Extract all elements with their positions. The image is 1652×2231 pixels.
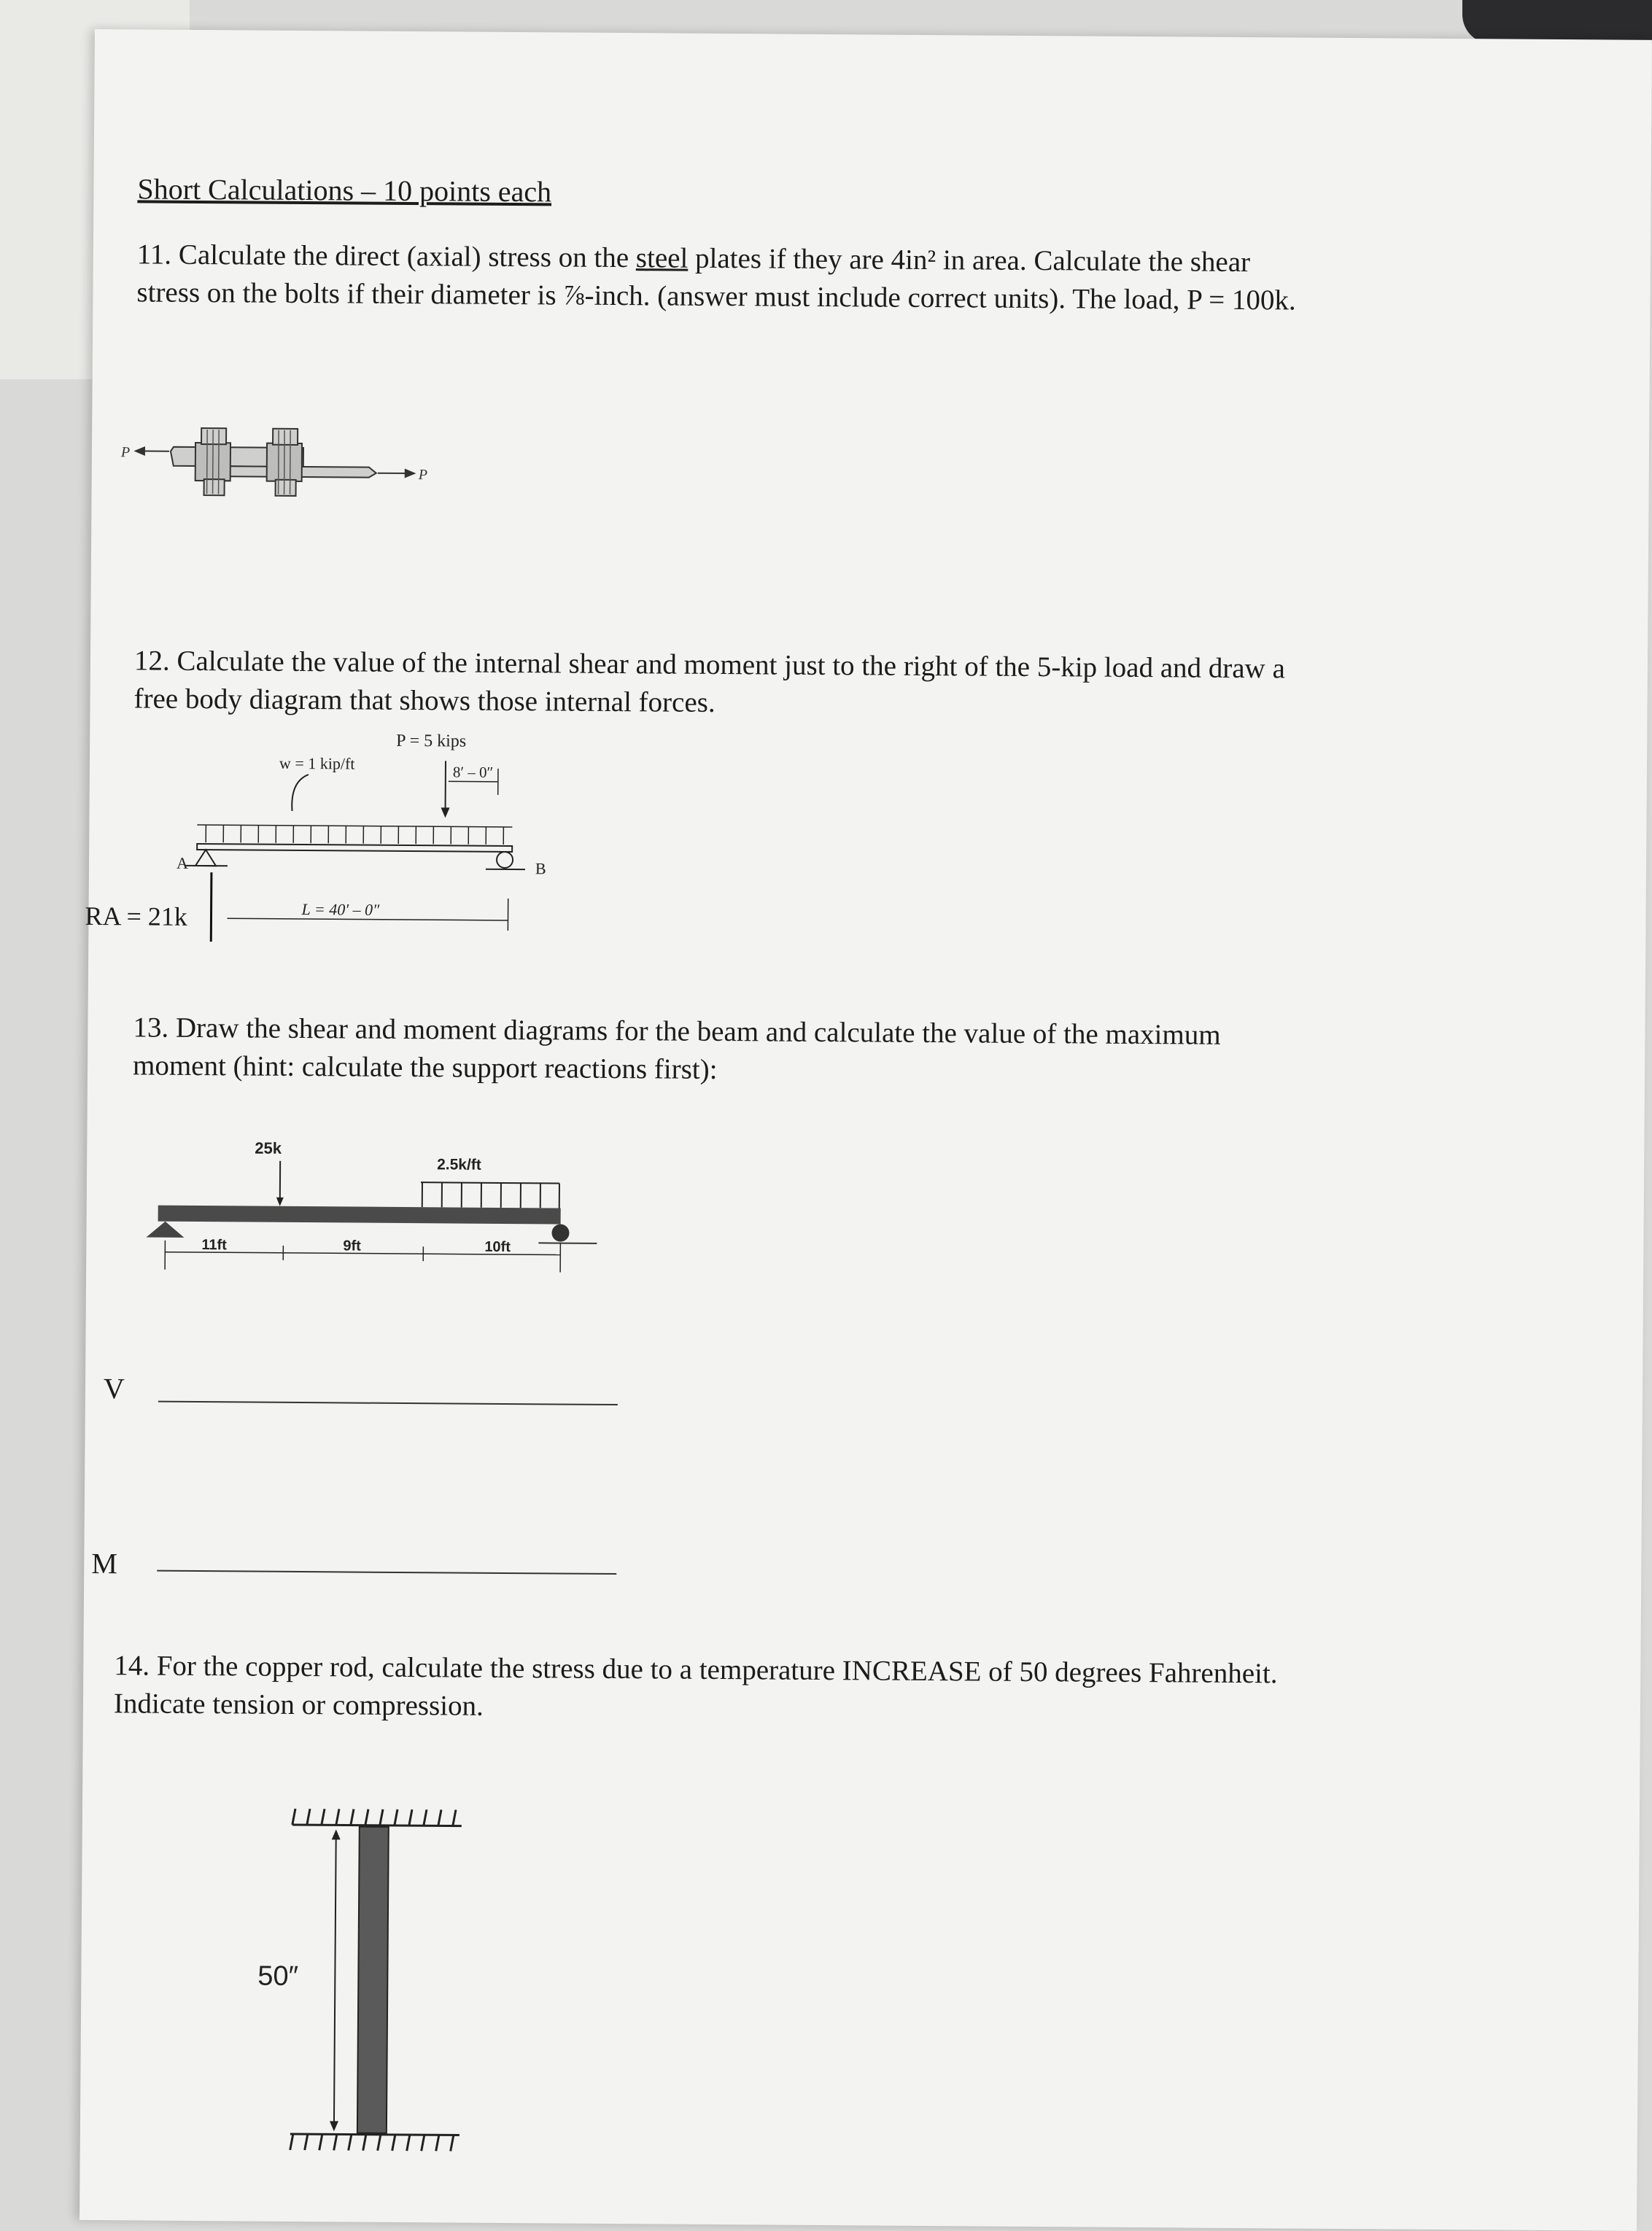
moment-baseline bbox=[157, 1570, 616, 1575]
bolt-head-1 bbox=[201, 428, 226, 444]
q12-pin-support bbox=[195, 850, 216, 866]
q14-figure bbox=[226, 1780, 492, 2162]
q11-left-load: P bbox=[120, 444, 130, 460]
q13-figure bbox=[130, 1123, 686, 1316]
q13-beam bbox=[158, 1206, 561, 1225]
q12-line1: 12. Calculate the value of the internal shear and moment just to the right of the 5-kip load and draw a bbox=[134, 642, 1285, 688]
q13-distributed-label: 2.5k/ft bbox=[437, 1156, 481, 1173]
q11-figure bbox=[128, 379, 538, 543]
desk-object bbox=[1462, 0, 1652, 44]
q12-beam bbox=[197, 844, 512, 852]
q14-top-fixture bbox=[292, 1809, 462, 1826]
q11-right-load: P bbox=[418, 467, 427, 483]
shear-label: V bbox=[104, 1371, 125, 1405]
copper-rod bbox=[357, 1827, 389, 2133]
q13-point-load-label: 25k bbox=[255, 1139, 282, 1157]
q12-support-b: B bbox=[535, 859, 546, 877]
q12-reaction-note: RA = 21k bbox=[85, 901, 187, 932]
q12-reaction-line bbox=[211, 872, 212, 942]
q12-point-load-label: P = 5 kips bbox=[396, 732, 466, 751]
q12-roller-support bbox=[497, 852, 513, 868]
q12-distributed-label: w = 1 kip/ft bbox=[279, 754, 355, 773]
q11-line2: stress on the bolts if their diameter is ⅞-inch. (answer must include correct units). The load, P = 100k. bbox=[136, 273, 1296, 319]
q13-line1: 13. Draw the shear and moment diagrams for the beam and calculate the value of the maximum bbox=[133, 1009, 1221, 1054]
q13-roller-support bbox=[551, 1224, 569, 1241]
q12-support-a: A bbox=[177, 854, 188, 872]
bolt-head-2 bbox=[273, 429, 298, 445]
q14-bottom-fixture bbox=[290, 2134, 459, 2152]
q13-pin-support bbox=[146, 1222, 184, 1238]
moment-label: M bbox=[91, 1546, 117, 1580]
q12-point-load-arrow bbox=[441, 807, 449, 818]
q14-length-label: 50″ bbox=[257, 1961, 298, 1992]
shear-baseline bbox=[158, 1401, 618, 1405]
q14-line2: Indicate tension or compression. bbox=[114, 1685, 484, 1726]
q11-line1: 11. Calculate the direct (axial) stress on the steel plates if they are 4in² in area. Calculate the shear bbox=[137, 236, 1251, 282]
q13-span3: 10ft bbox=[484, 1239, 511, 1255]
q13-udl-arrows bbox=[421, 1182, 559, 1208]
worksheet-page bbox=[80, 29, 1652, 2231]
q12-length-label: L = 40′ – 0″ bbox=[300, 900, 380, 919]
q12-udl-arrows bbox=[197, 825, 512, 845]
q13-point-load-arrow bbox=[276, 1198, 284, 1206]
q13-line2: moment (hint: calculate the support reactions first): bbox=[133, 1047, 718, 1089]
section-heading: Short Calculations – 10 points each bbox=[137, 171, 551, 209]
q13-span2: 9ft bbox=[343, 1238, 361, 1254]
q12-offset-label: 8′ – 0″ bbox=[453, 763, 494, 780]
q14-dimension-line bbox=[334, 1832, 336, 2128]
q14-line1: 14. For the copper rod, calculate the stress due to a temperature INCREASE of 50 degrees Fahrenheit. bbox=[114, 1647, 1278, 1693]
q12-line2: free body diagram that shows those internal forces. bbox=[133, 680, 715, 722]
q13-span1: 11ft bbox=[201, 1237, 227, 1253]
